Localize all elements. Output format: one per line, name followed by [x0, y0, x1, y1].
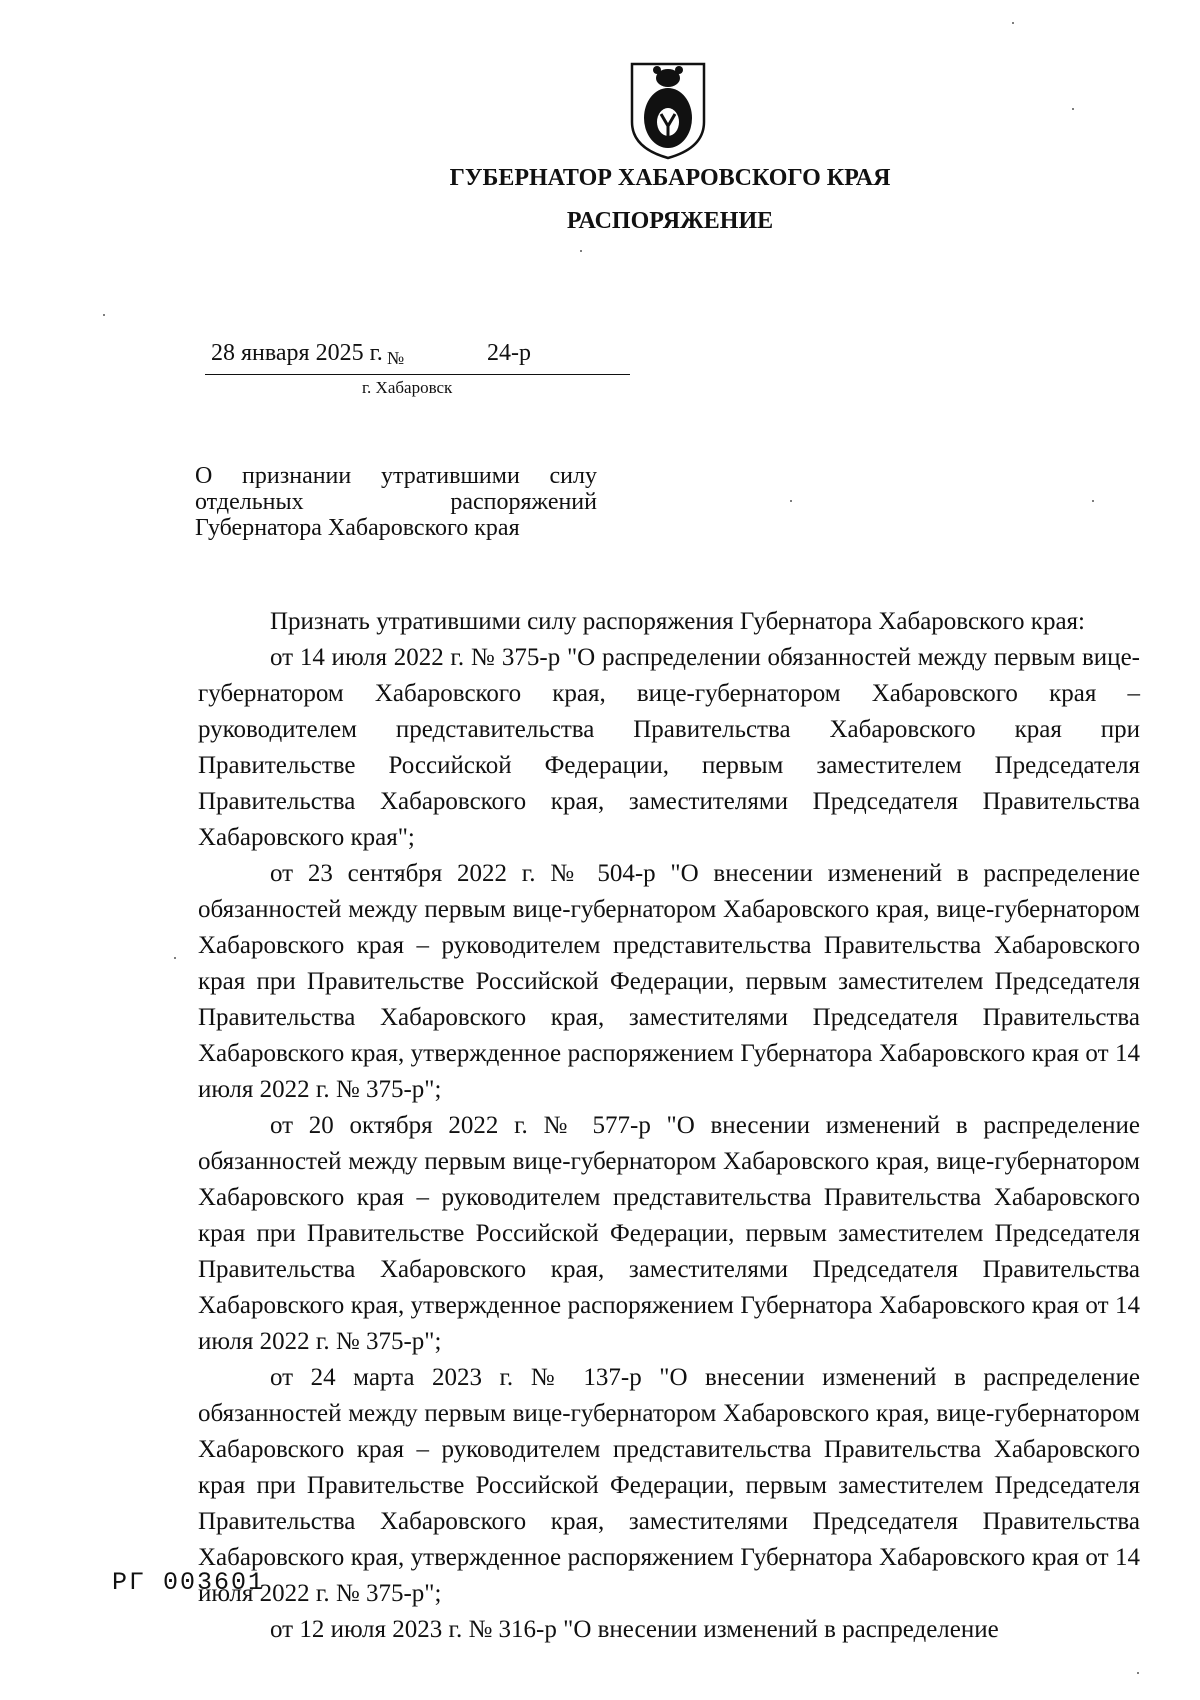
document-number: 24-р — [487, 340, 531, 366]
scan-speck — [580, 250, 582, 252]
subject-line: Губернатора Хабаровского края — [195, 515, 520, 541]
body-item: от 14 июля 2022 г. № 375-р "О распределении обязанностей между первым вице-губернатором Хабаровского края, вице-губернатором Хабаровского края – руководителем представительства Правительства Хабаровского края при Правительстве Российской Федерации, первым заместителем Председателя Правительства Хабаровского края, заместителями Председателя Правительства Хабаровского края"; — [198, 644, 1140, 851]
body-item: от 23 сентября 2022 г. № 504-р "О внесении изменений в распределение обязанностей между первым вице-губернатором Хабаровского края, вице-губернатором Хабаровского края – руководителем представительства Правительства Хабаровского края при Правительстве Российской Федерации, первым заместителем Председателя Правительства Хабаровского края, заместителями Председателя Правительства Хабаровского края, утвержденное распоряжением Губернатора Хабаровского края от 14 июля 2022 г. № 375-р"; — [198, 860, 1140, 1103]
body-item: от 12 июля 2023 г. № 316-р "О внесении изменений в распределение — [270, 1616, 999, 1643]
scan-speck — [174, 957, 176, 959]
scan-speck — [1092, 500, 1094, 502]
document-city: г. Хабаровск — [362, 378, 453, 397]
authority-title: ГУБЕРНАТОР ХАБАРОВСКОГО КРАЯ — [449, 165, 891, 191]
subject-line: отдельных распоряжений — [195, 489, 597, 515]
body-item: от 24 марта 2023 г. № 137-р "О внесении изменений в распределение обязанностей между первым вице-губернатором Хабаровского края, вице-губернатором Хабаровского края – руководителем представительства Правительства Хабаровского края при Правительстве Российской Федерации, первым заместителем Председателя Правительства Хабаровского края, заместителями Председателя Правительства Хабаровского края, утвержденное распоряжением Губернатора Хабаровского края от 14 июля 2022 г. № 375-р"; — [198, 1364, 1140, 1607]
scan-speck — [1137, 1672, 1139, 1674]
scan-speck — [790, 500, 792, 502]
body-intro: Признать утратившими силу распоряжения Губернатора Хабаровского края: — [270, 608, 1085, 635]
body-item: от 20 октября 2022 г. № 577-р "О внесении изменений в распределение обязанностей между первым вице-губернатором Хабаровского края, вице-губернатором Хабаровского края – руководителем представительства Правительства Хабаровского края при Правительстве Российской Федерации, первым заместителем Председателя Правительства Хабаровского края, заместителями Председателя Правительства Хабаровского края, утвержденное распоряжением Губернатора Хабаровского края от 14 июля 2022 г. № 375-р"; — [198, 1112, 1140, 1355]
form-serial: РГ 003601 — [112, 1568, 266, 1597]
coat-of-arms-icon — [628, 60, 708, 160]
scan-speck — [1072, 108, 1074, 110]
document-date: 28 января 2025 г. — [211, 340, 383, 366]
registration-line — [205, 340, 630, 375]
subject-line: О признании утратившими силу — [195, 463, 597, 489]
document-subject — [195, 463, 597, 541]
scan-speck — [1012, 22, 1014, 24]
number-sign: № — [387, 348, 405, 368]
scan-speck — [103, 314, 105, 316]
document-body — [198, 604, 1140, 1648]
document-type: РАСПОРЯЖЕНИЕ — [566, 208, 774, 234]
